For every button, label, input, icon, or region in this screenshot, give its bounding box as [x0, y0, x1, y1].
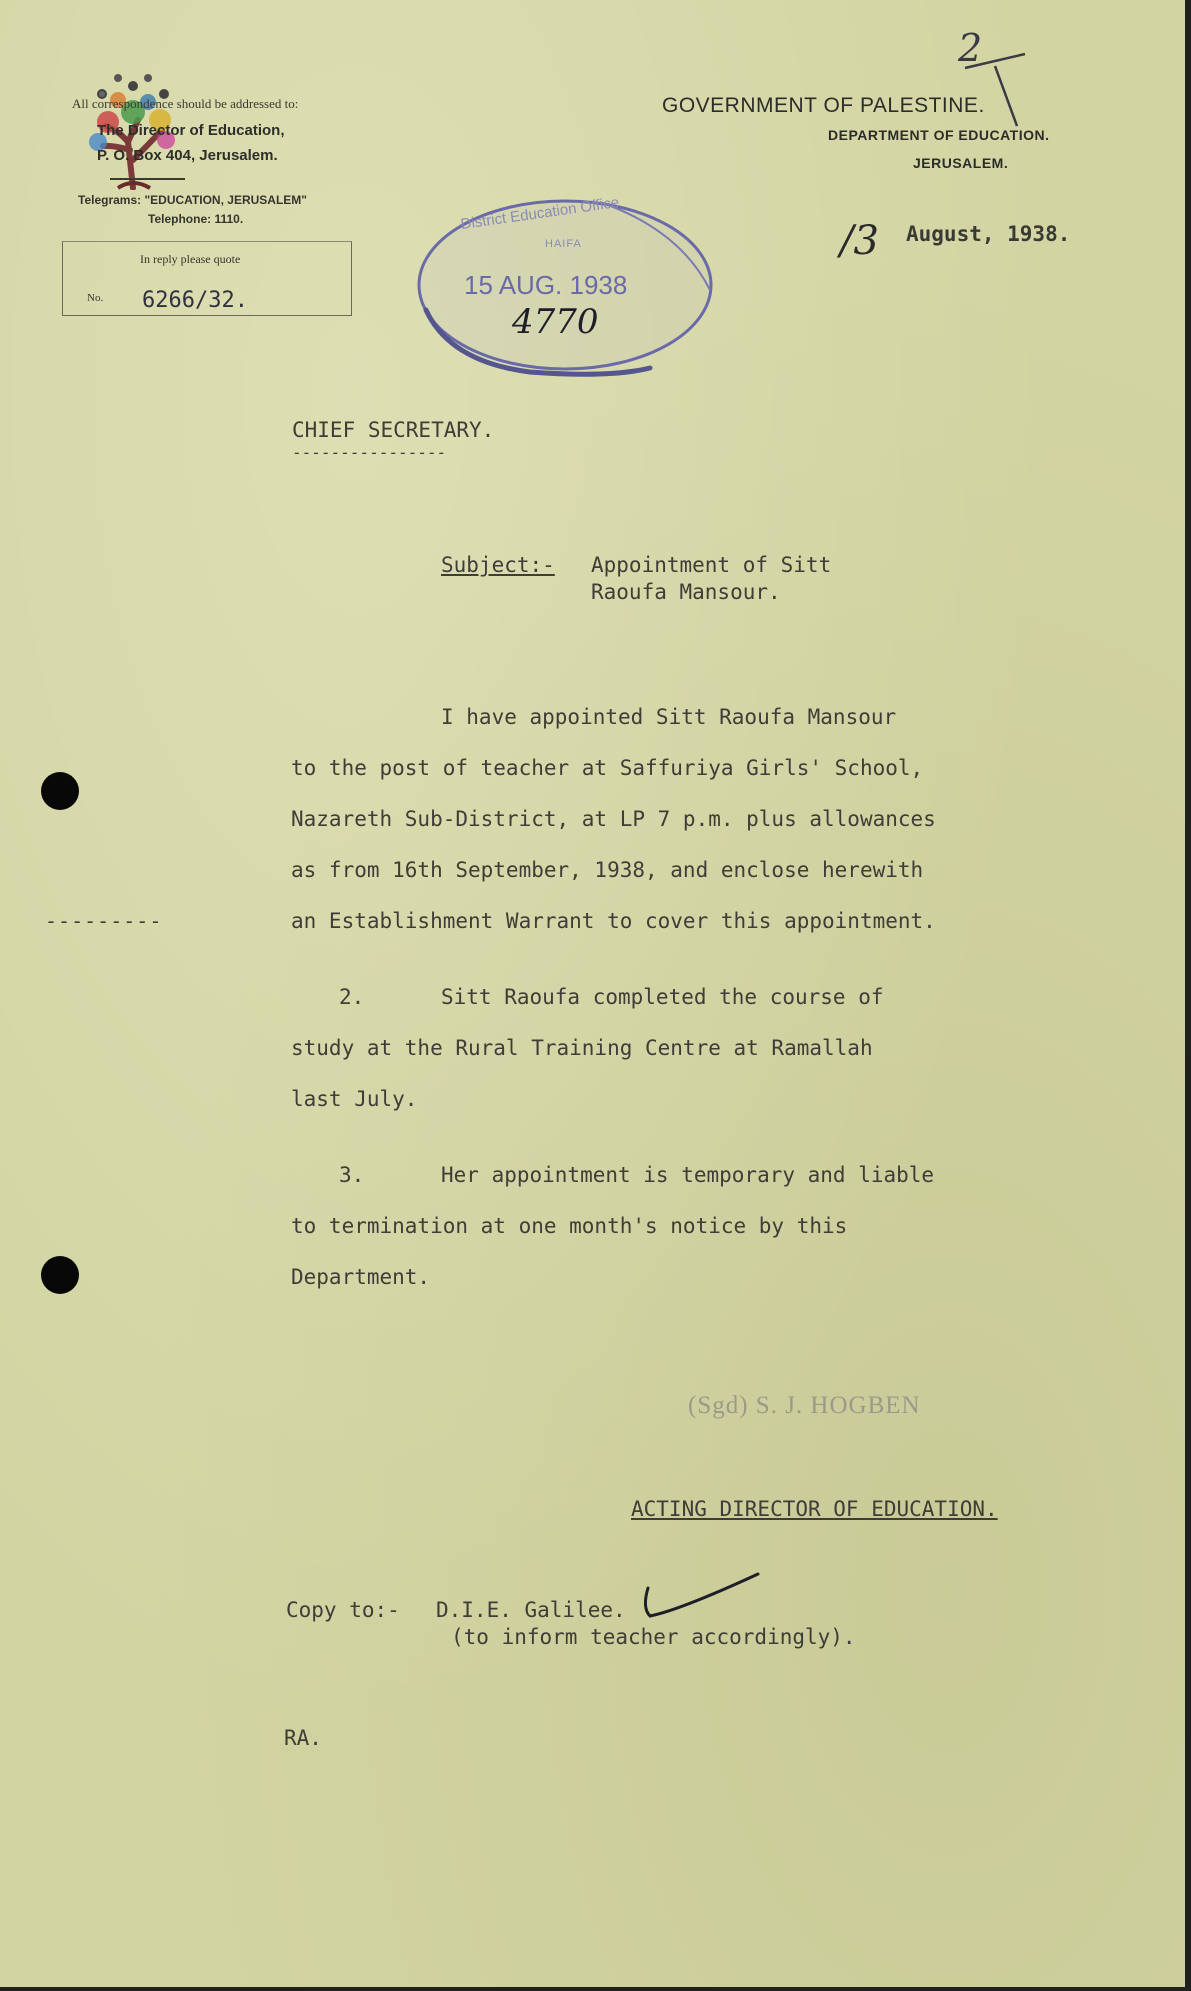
subject-label: Subject:-	[441, 553, 555, 577]
paragraph-1-line-4: as from 16th September, 1938, and enclose herewith	[291, 858, 924, 882]
tree-logo-icon	[78, 50, 188, 190]
paragraph-1-line-1: I have appointed Sitt Raoufa Mansour	[441, 705, 897, 729]
copy-recipient: D.I.E. Galilee.	[436, 1598, 626, 1622]
stamp-date: 15 AUG. 1938	[464, 270, 628, 300]
folio-mark: 2	[958, 26, 983, 70]
letterhead-divider	[110, 178, 185, 180]
copy-label: Copy to:-	[286, 1598, 400, 1622]
address-line-1: All correspondence should be addressed to:	[72, 96, 299, 111]
signature: (Sgd) S. J. HOGBEN	[688, 1392, 921, 1419]
telephone-line: Telephone: 1110.	[148, 212, 244, 226]
folio-stroke-icon	[955, 40, 1035, 130]
reference-number: 6266/32.	[142, 288, 248, 313]
stamp-top-text: District Education Office	[459, 193, 621, 234]
margin-dashes: ---------	[45, 909, 163, 933]
city-heading: JERUSALEM.	[913, 155, 1009, 171]
subject-line-1: Appointment of Sitt	[591, 553, 832, 577]
paragraph-2-line-3: last July.	[291, 1087, 418, 1111]
paragraph-1-line-3: Nazareth Sub-District, at LP 7 p.m. plus allowances	[291, 807, 936, 831]
paragraph-2-line-1: Sitt Raoufa completed the course of	[441, 985, 884, 1009]
reply-label: In reply please quote	[140, 252, 241, 266]
number-label: No.	[87, 292, 104, 304]
address-line-2: The Director of Education,	[97, 122, 285, 139]
tick-mark-icon	[640, 1568, 770, 1628]
stamp-number: 4770	[512, 302, 599, 342]
paragraph-2-line-2: study at the Rural Training Centre at Ramallah	[291, 1036, 873, 1060]
subject-line-2: Raoufa Mansour.	[591, 580, 781, 604]
paragraph-3-number: 3.	[339, 1163, 365, 1187]
address-line-3: P. O. Box 404, Jerusalem.	[97, 147, 278, 164]
date-day: /3	[840, 218, 879, 264]
initials: RA.	[284, 1726, 322, 1750]
hole-punch-bottom	[41, 1256, 79, 1294]
paragraph-3-line-1: Her appointment is temporary and liable	[441, 1163, 935, 1187]
department-heading: DEPARTMENT OF EDUCATION.	[828, 127, 1050, 143]
hole-punch-top	[41, 772, 79, 810]
signatory-title: ACTING DIRECTOR OF EDUCATION.	[631, 1497, 998, 1521]
copy-note: (to inform teacher accordingly).	[451, 1625, 856, 1649]
addressee: CHIEF SECRETARY.	[292, 418, 495, 442]
government-heading: GOVERNMENT OF PALESTINE.	[662, 94, 985, 117]
paragraph-2-number: 2.	[339, 985, 365, 1009]
paragraph-1-line-2: to the post of teacher at Saffuriya Girls' School,	[291, 756, 924, 780]
addressee-rule: ----------------	[292, 443, 447, 462]
date-text: August, 1938.	[906, 222, 1071, 246]
paragraph-1-line-5: an Establishment Warrant to cover this appointment.	[291, 909, 936, 933]
telegrams-line: Telegrams: "EDUCATION, JERUSALEM"	[78, 193, 307, 207]
stamp-city: HAIFA	[545, 238, 582, 250]
paragraph-3-line-3: Department.	[291, 1265, 431, 1289]
paragraph-3-line-2: to termination at one month's notice by this	[291, 1214, 848, 1238]
